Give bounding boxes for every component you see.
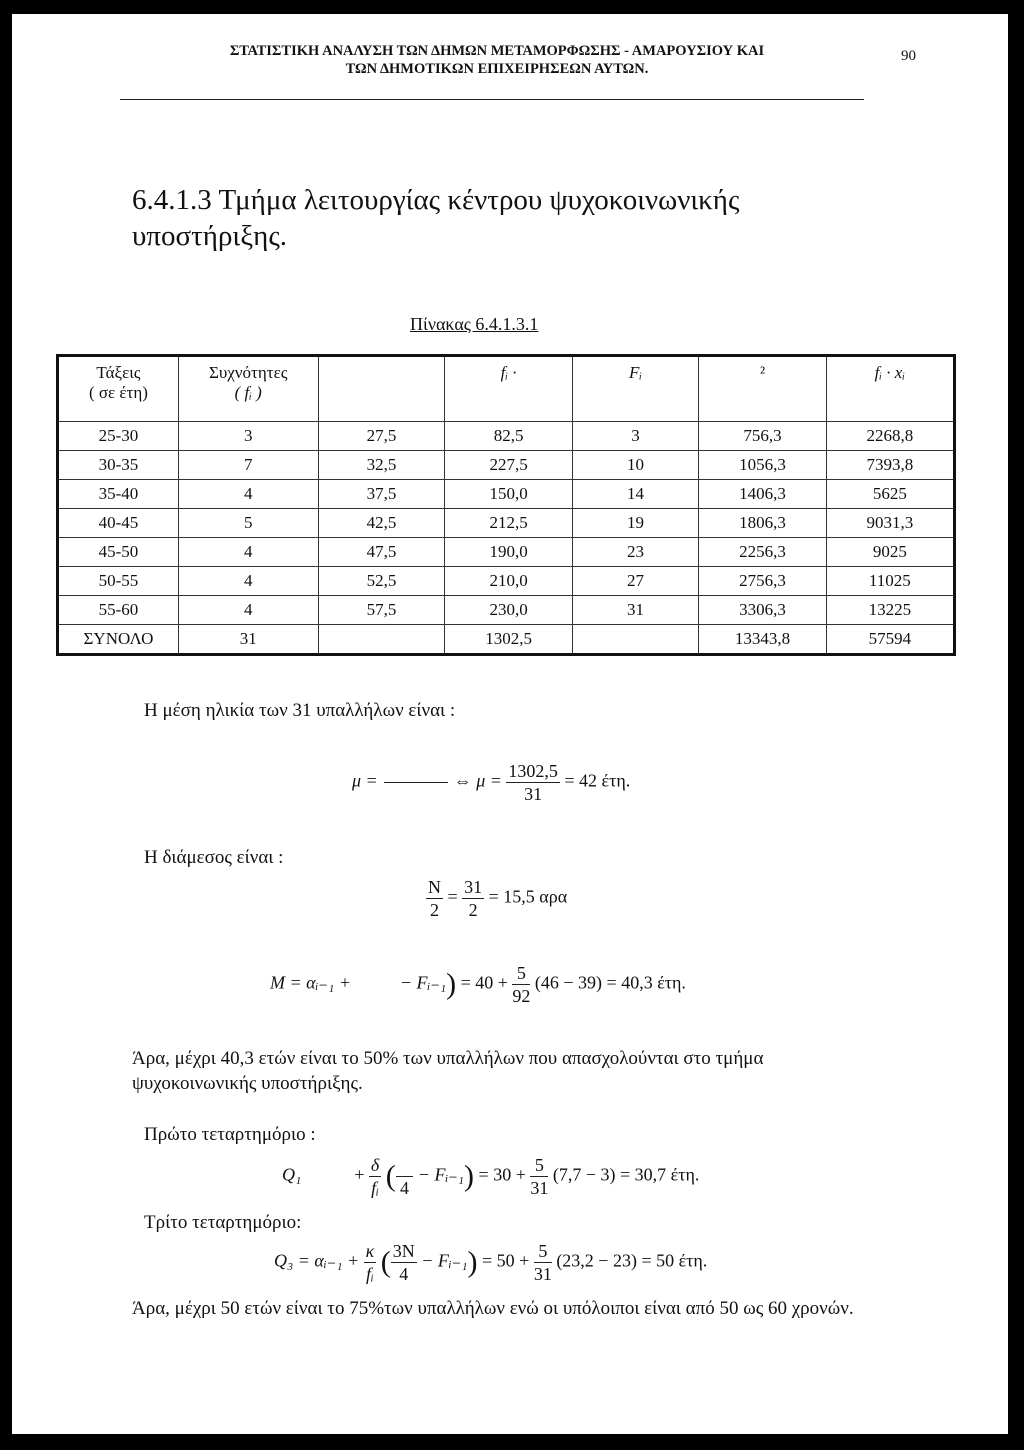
section-title-line-1: 6.4.1.3 Τμήμα λειτουργίας κέντρου ψυχοκοινωνικής bbox=[132, 184, 740, 216]
header-fi-xi: fᵢ · xᵢ bbox=[826, 356, 954, 422]
table-row bbox=[58, 596, 955, 625]
table-cell: 756,3 bbox=[699, 422, 826, 451]
table-cell: 212,5 bbox=[445, 509, 572, 538]
q3-formula: Q₃ = αᵢ₋₁ + $\frac{\kappa}{\text{fᵢ}}$ ( $\frac{3N}{4}$ − Fᵢ₋₁) = 50 + $\frac{5}{31}$ (23,2 − 23) = 50 έτη. bbox=[274, 1241, 708, 1284]
total-cell bbox=[318, 625, 445, 655]
header-fi-product: fᵢ · bbox=[445, 356, 572, 422]
table-cell: 4 bbox=[178, 538, 318, 567]
table-cell: 1406,3 bbox=[699, 480, 826, 509]
table-total-row bbox=[58, 625, 955, 655]
total-cell: 31 bbox=[178, 625, 318, 655]
table-cell: 227,5 bbox=[445, 451, 572, 480]
table-cell: 5 bbox=[178, 509, 318, 538]
table-cell: 5625 bbox=[826, 480, 954, 509]
table-row bbox=[58, 538, 955, 567]
table-cell: 7393,8 bbox=[826, 451, 954, 480]
table-cell: 31 bbox=[572, 596, 699, 625]
mean-intro: Η μέση ηλικία των 31 υπαλλήλων είναι : bbox=[144, 700, 456, 721]
table-cell: 210,0 bbox=[445, 567, 572, 596]
table-cell: 3 bbox=[572, 422, 699, 451]
total-cell: 57594 bbox=[826, 625, 954, 655]
header-midpoint bbox=[318, 356, 445, 422]
document-page bbox=[12, 14, 1008, 1434]
page-number: 90 bbox=[901, 48, 916, 64]
table-cell: 52,5 bbox=[318, 567, 445, 596]
table-cell: 47,5 bbox=[318, 538, 445, 567]
table-cell: 2256,3 bbox=[699, 538, 826, 567]
header-classes: Τάξεις ( σε έτη) bbox=[58, 356, 179, 422]
table-row bbox=[58, 451, 955, 480]
header-line-1: ΣΤΑΤΙΣΤΙΚΗ ΑΝΑΛΥΣΗ ΤΩΝ ΔΗΜΩΝ ΜΕΤΑΜΟΡΦΩΣΗΣ - ΑΜΑΡΟΥΣΙΟΥ ΚΑΙ bbox=[229, 43, 765, 59]
table-cell: 14 bbox=[572, 480, 699, 509]
q1-intro: Πρώτο τεταρτημόριο : bbox=[144, 1124, 316, 1145]
table-cell: 10 bbox=[572, 451, 699, 480]
table-cell: 27,5 bbox=[318, 422, 445, 451]
table-cell: 25-30 bbox=[58, 422, 179, 451]
section-title-line-2: υποστήριξης. bbox=[132, 220, 288, 252]
table-cell: 55-60 bbox=[58, 596, 179, 625]
table-cell: 45-50 bbox=[58, 538, 179, 567]
table-cell: 9031,3 bbox=[826, 509, 954, 538]
table-row bbox=[58, 422, 955, 451]
table-cell: 1806,3 bbox=[699, 509, 826, 538]
total-cell bbox=[572, 625, 699, 655]
q1-formula: Q₁ + $\frac{\delta}{\text{fᵢ}}$ ( 4 − Fᵢ₋₁) = 30 + $\frac{5}{31}$ (7,7 − 3) = 30,7 έτη. bbox=[282, 1155, 700, 1198]
total-cell: 13343,8 bbox=[699, 625, 826, 655]
mean-fraction: $\frac{1302,5}{31}$ bbox=[508, 761, 558, 804]
table-cell: 23 bbox=[572, 538, 699, 567]
table-cell: 4 bbox=[178, 596, 318, 625]
table-row bbox=[58, 509, 955, 538]
header-line-2: ΤΩΝ ΔΗΜΟΤΙΚΩΝ ΕΠΙΧΕΙΡΗΣΕΩΝ ΑΥΤΩΝ. bbox=[345, 61, 649, 77]
table-cell: 37,5 bbox=[318, 480, 445, 509]
table-cell: 32,5 bbox=[318, 451, 445, 480]
table-row bbox=[58, 567, 955, 596]
table-cell: 1056,3 bbox=[699, 451, 826, 480]
table-cell: 11025 bbox=[826, 567, 954, 596]
header-squared: ² bbox=[699, 356, 826, 422]
table-cell: 190,0 bbox=[445, 538, 572, 567]
header-rule bbox=[120, 99, 864, 100]
table-cell: 4 bbox=[178, 567, 318, 596]
total-cell: ΣΥΝΟΛΟ bbox=[58, 625, 179, 655]
table-cell: 2268,8 bbox=[826, 422, 954, 451]
table-cell: 30-35 bbox=[58, 451, 179, 480]
table-cell: 4 bbox=[178, 480, 318, 509]
q3-intro: Τρίτο τεταρτημόριο: bbox=[144, 1212, 302, 1233]
mean-formula: μ = ⇔ μ = $\frac{1302,5}{31}$ = 42 έτη. bbox=[352, 761, 631, 804]
table-cell: 27 bbox=[572, 567, 699, 596]
table-body bbox=[58, 422, 955, 655]
table-cell: 7 bbox=[178, 451, 318, 480]
header-frequencies: Συχνότητες ( fᵢ ) bbox=[178, 356, 318, 422]
table-cell: 150,0 bbox=[445, 480, 572, 509]
table-caption: Πίνακας 6.4.1.3.1 bbox=[410, 314, 539, 334]
section-title bbox=[132, 182, 912, 254]
table-cell: 82,5 bbox=[445, 422, 572, 451]
table-cell: 35-40 bbox=[58, 480, 179, 509]
median-conclusion: Άρα, μέχρι 40,3 ετών είναι το 50% των υπαλλήλων που απασχολούνται στο τμήμα ψυχοκοινωνικής υποστήριξης. bbox=[132, 1048, 764, 1094]
frequency-table bbox=[56, 354, 956, 656]
median-formula: M = αᵢ₋₁ + − Fᵢ₋₁) = 40 + $\frac{5}{92}$ (46 − 39) = 40,3 έτη. bbox=[270, 963, 686, 1006]
table-cell: 230,0 bbox=[445, 596, 572, 625]
table-cell: 57,5 bbox=[318, 596, 445, 625]
table-row bbox=[58, 480, 955, 509]
table-cell: 50-55 bbox=[58, 567, 179, 596]
median-intro: Η διάμεσος είναι : bbox=[144, 847, 284, 868]
median-position-formula: $\frac{N}{2}$ = $\frac{31}{2}$ = 15,5 αρα bbox=[428, 877, 568, 920]
table-cell: 3306,3 bbox=[699, 596, 826, 625]
table-cell: 3 bbox=[178, 422, 318, 451]
header-cumulative: Fᵢ bbox=[572, 356, 699, 422]
table-cell: 42,5 bbox=[318, 509, 445, 538]
table-cell: 2756,3 bbox=[699, 567, 826, 596]
mean-fraction-blank bbox=[384, 782, 448, 783]
q3-conclusion: Άρα, μέχρι 50 ετών είναι το 75%των υπαλλήλων ενώ οι υπόλοιποι είναι από 50 ως 60 χρονών. bbox=[132, 1298, 854, 1319]
table-cell: 13225 bbox=[826, 596, 954, 625]
total-cell: 1302,5 bbox=[445, 625, 572, 655]
table-header-row bbox=[58, 356, 955, 422]
table-cell: 9025 bbox=[826, 538, 954, 567]
table-cell: 19 bbox=[572, 509, 699, 538]
table-cell: 40-45 bbox=[58, 509, 179, 538]
running-header bbox=[132, 42, 862, 78]
